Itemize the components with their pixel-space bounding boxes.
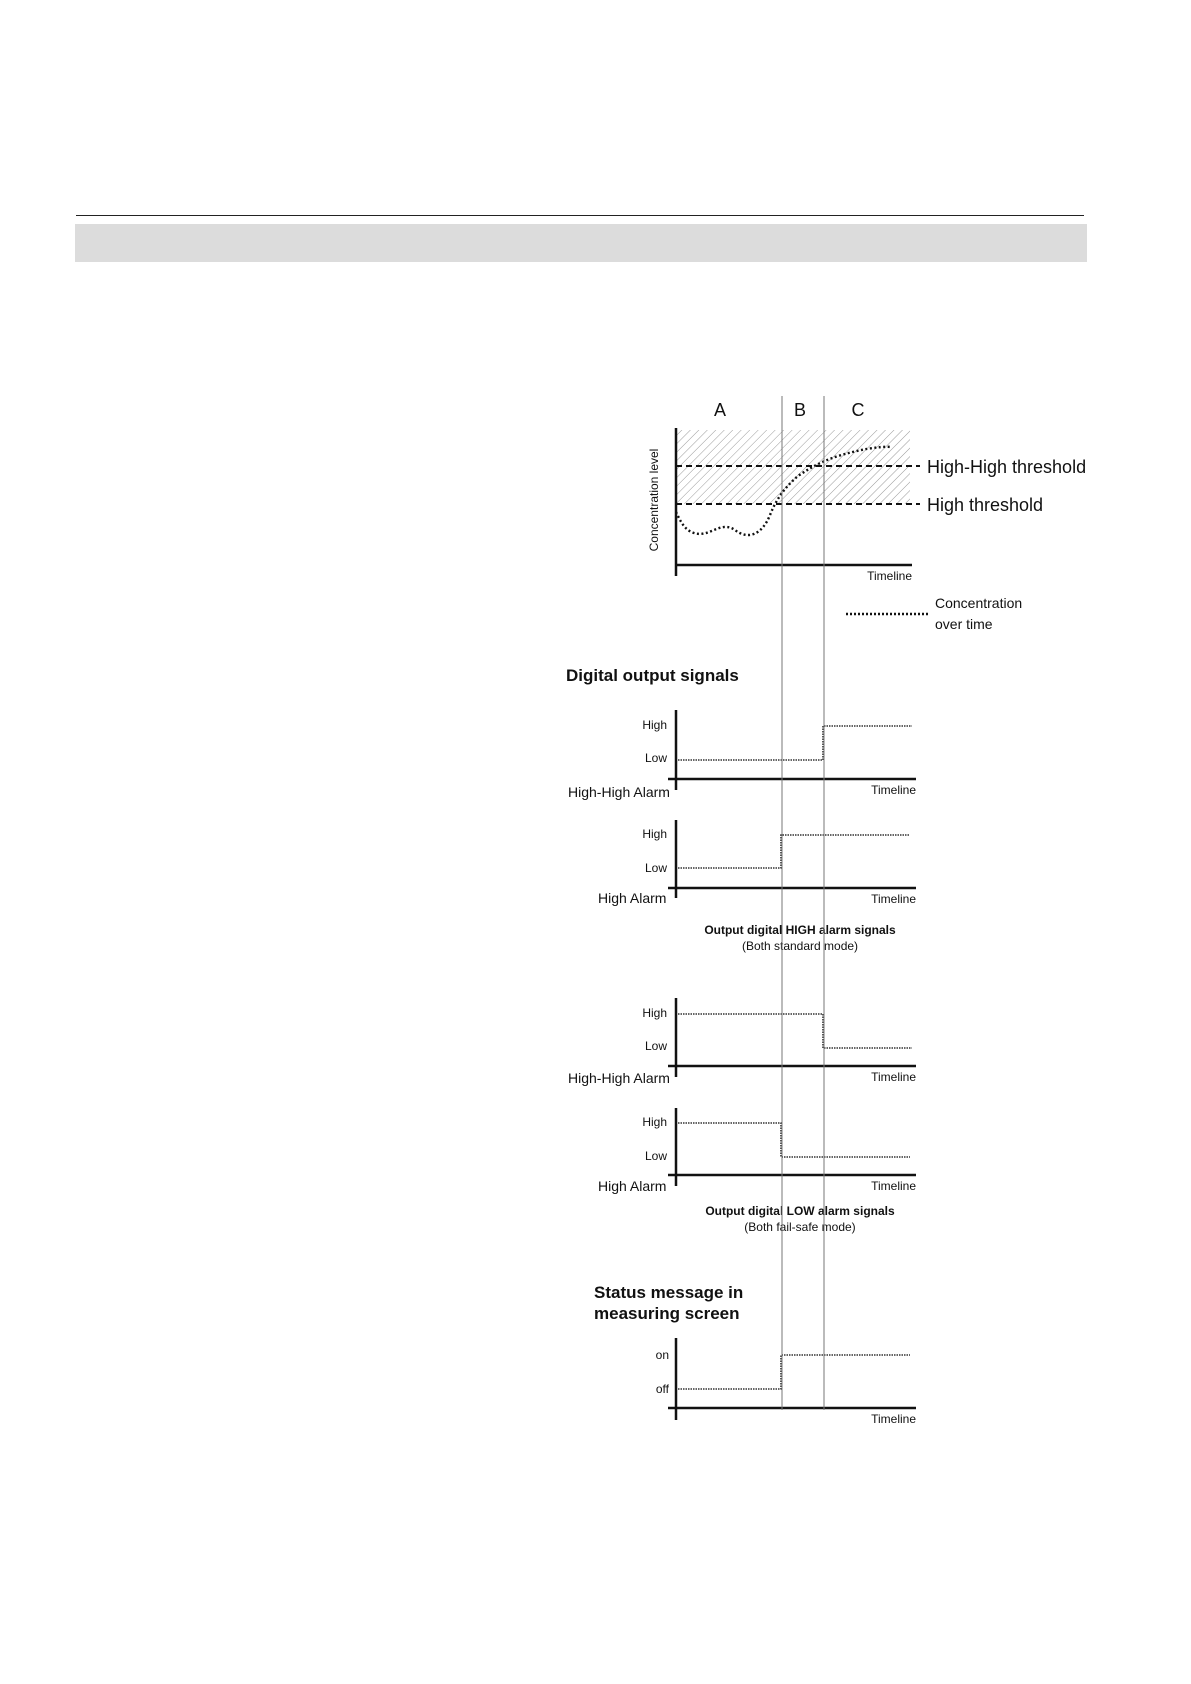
legend-label-2: over time [935,616,993,632]
fs-h-low-label: Low [644,1149,667,1163]
fs-h-alarm-label: High Alarm [598,1178,667,1194]
failsafe-caption-sub: (Both fail-safe mode) [744,1220,856,1234]
std-h-timeline-label: Timeline [871,892,916,906]
status-timeline-label: Timeline [871,1412,916,1426]
fs-hh-high-label: High [642,1006,667,1020]
high-high-threshold-label: High-High threshold [927,457,1087,477]
fs-hh-alarm-label: High-High Alarm [568,1070,670,1086]
std-hh-high-label: High [642,718,667,732]
fs-h-signal [678,1123,910,1157]
std-h-low-label: Low [644,861,667,875]
fs-hh-signal [678,1014,912,1048]
fs-h-timeline-label: Timeline [871,1179,916,1193]
std-h-high-label: High [642,827,667,841]
status-title-line2: measuring screen [594,1304,740,1323]
fs-h-high-label: High [642,1115,667,1129]
phase-c-label: C [851,400,865,420]
legend-label-1: Concentration [935,595,1023,611]
conc-x-axis-label: Timeline [867,569,912,583]
std-hh-signal [678,726,912,760]
std-hh-alarm-label: High-High Alarm [568,784,670,800]
conc-y-axis-label: Concentration level [647,448,661,552]
failsafe-caption-title: Output digital LOW alarm signals [705,1204,895,1218]
standard-caption-sub: (Both standard mode) [741,939,859,953]
digital-output-title: Digital output signals [566,666,739,685]
std-hh-timeline-label: Timeline [871,783,916,797]
phase-a-label: A [713,400,727,420]
std-h-alarm-label: High Alarm [598,890,667,906]
std-hh-low-label: Low [644,751,667,765]
status-title-line1: Status message in [594,1283,744,1302]
phase-b-label: B [793,400,807,420]
fs-hh-low-label: Low [644,1039,667,1053]
fs-hh-timeline-label: Timeline [871,1070,916,1084]
standard-caption-title: Output digital HIGH alarm signals [704,923,896,937]
status-signal [678,1355,910,1389]
std-h-signal [678,835,910,868]
high-threshold-label: High threshold [927,495,1044,515]
status-on-label: on [655,1348,669,1362]
status-off-label: off [655,1382,669,1396]
